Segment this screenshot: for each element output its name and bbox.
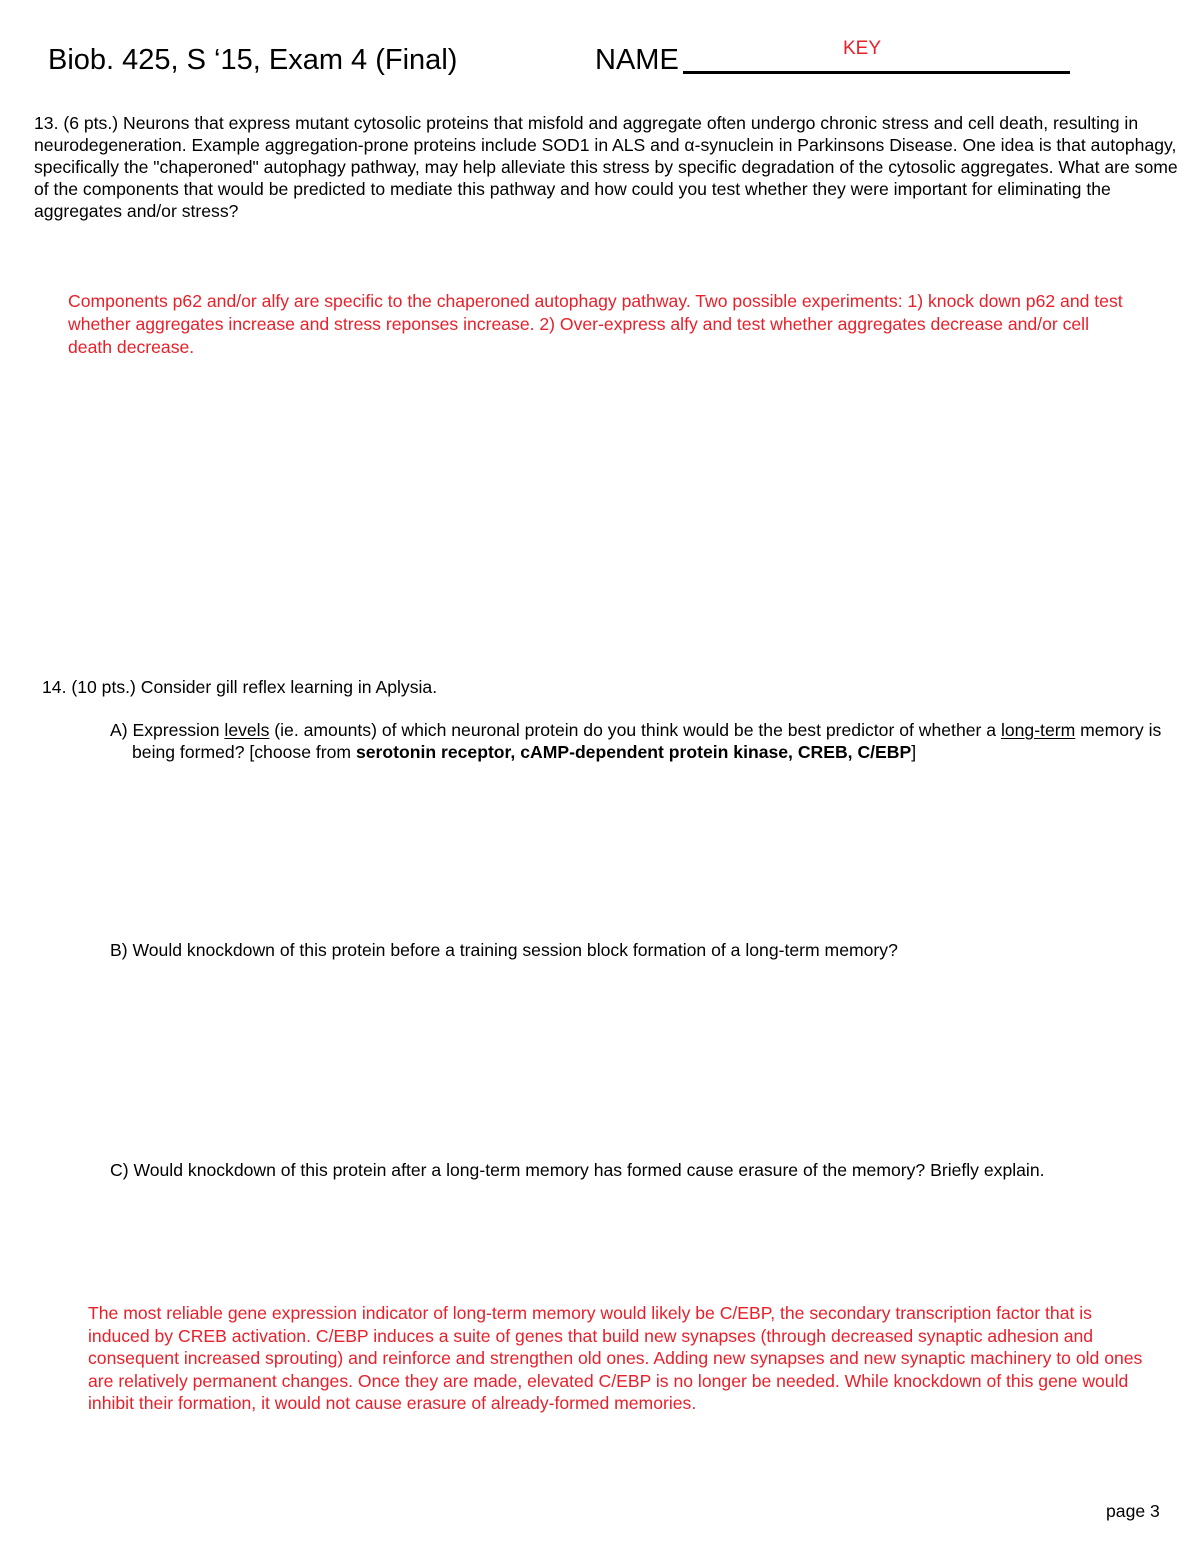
answer-14: The most reliable gene expression indicator of long-term memory would likely be C/EBP, the secondary transcription factor that is induced by CREB activation. C/EBP induces a suite of genes that build new synapses (through decreased synaptic adhesion and consequent increased sprouting) and reinforce and strengthen old ones. Adding new synapses and new synaptic machinery to old ones are relatively permanent changes. Once they are made, elevated C/EBP is no longer be needed. While knockdown of this gene would inhibit their formation, it would not cause erasure of already-formed memories. xyxy=(88,1303,1143,1413)
underlined-levels: levels xyxy=(224,720,270,740)
question-14a-text-3: memory is being formed? [choose from xyxy=(132,720,1162,762)
question-14a-text-2: (ie. amounts) of which neuronal protein do you think would be the best predictor of whether a xyxy=(269,720,1001,740)
question-14a-text-4: ] xyxy=(911,742,917,762)
question-14-intro: 14. (10 pts.) Consider gill reflex learning in Aplysia. xyxy=(42,677,438,697)
question-14a xyxy=(110,719,1170,763)
question-14b: B) Would knockdown of this protein before a training session block formation of a long-term memory? xyxy=(110,940,898,960)
answer-13: Components p62 and/or alfy are specific to the chaperoned autophagy pathway. Two possible experiments: 1) knock down p62 and test whether aggregates increase and stress reponses increase. 2) Over-express alfy and test whether aggregates decrease and/or cell death decrease. xyxy=(68,291,1123,357)
question-14c: C) Would knockdown of this protein after a long-term memory has formed cause erasure of the memory? Briefly explain. xyxy=(110,1160,1045,1180)
question-13: 13. (6 pts.) Neurons that express mutant cytosolic proteins that misfold and aggregate often undergo chronic stress and cell death, resulting in neurodegeneration. Example aggregation-prone proteins include SOD1 in ALS and α-synuclein in Parkinsons Disease. One idea is that autophagy, specifically the "chaperoned" autophagy pathway, may help alleviate this stress by specific degradation of the cytosolic aggregates. What are some of the components that would be predicted to mediate this pathway and how could you test whether they were important for eliminating the aggregates and/or stress? xyxy=(34,113,1178,221)
question-14a-text-1: A) Expression xyxy=(110,720,225,740)
underlined-long-term: long-term xyxy=(1000,720,1076,740)
page-number: page 3 xyxy=(1106,1501,1160,1521)
key-annotation: KEY xyxy=(843,38,882,59)
name-blank-line xyxy=(683,71,1070,74)
name-label: NAME xyxy=(595,44,679,76)
exam-title: Biob. 425, S ‘15, Exam 4 (Final) xyxy=(48,44,458,76)
choice-list: serotonin receptor, cAMP-dependent protein kinase, CREB, C/EBP xyxy=(355,742,912,762)
